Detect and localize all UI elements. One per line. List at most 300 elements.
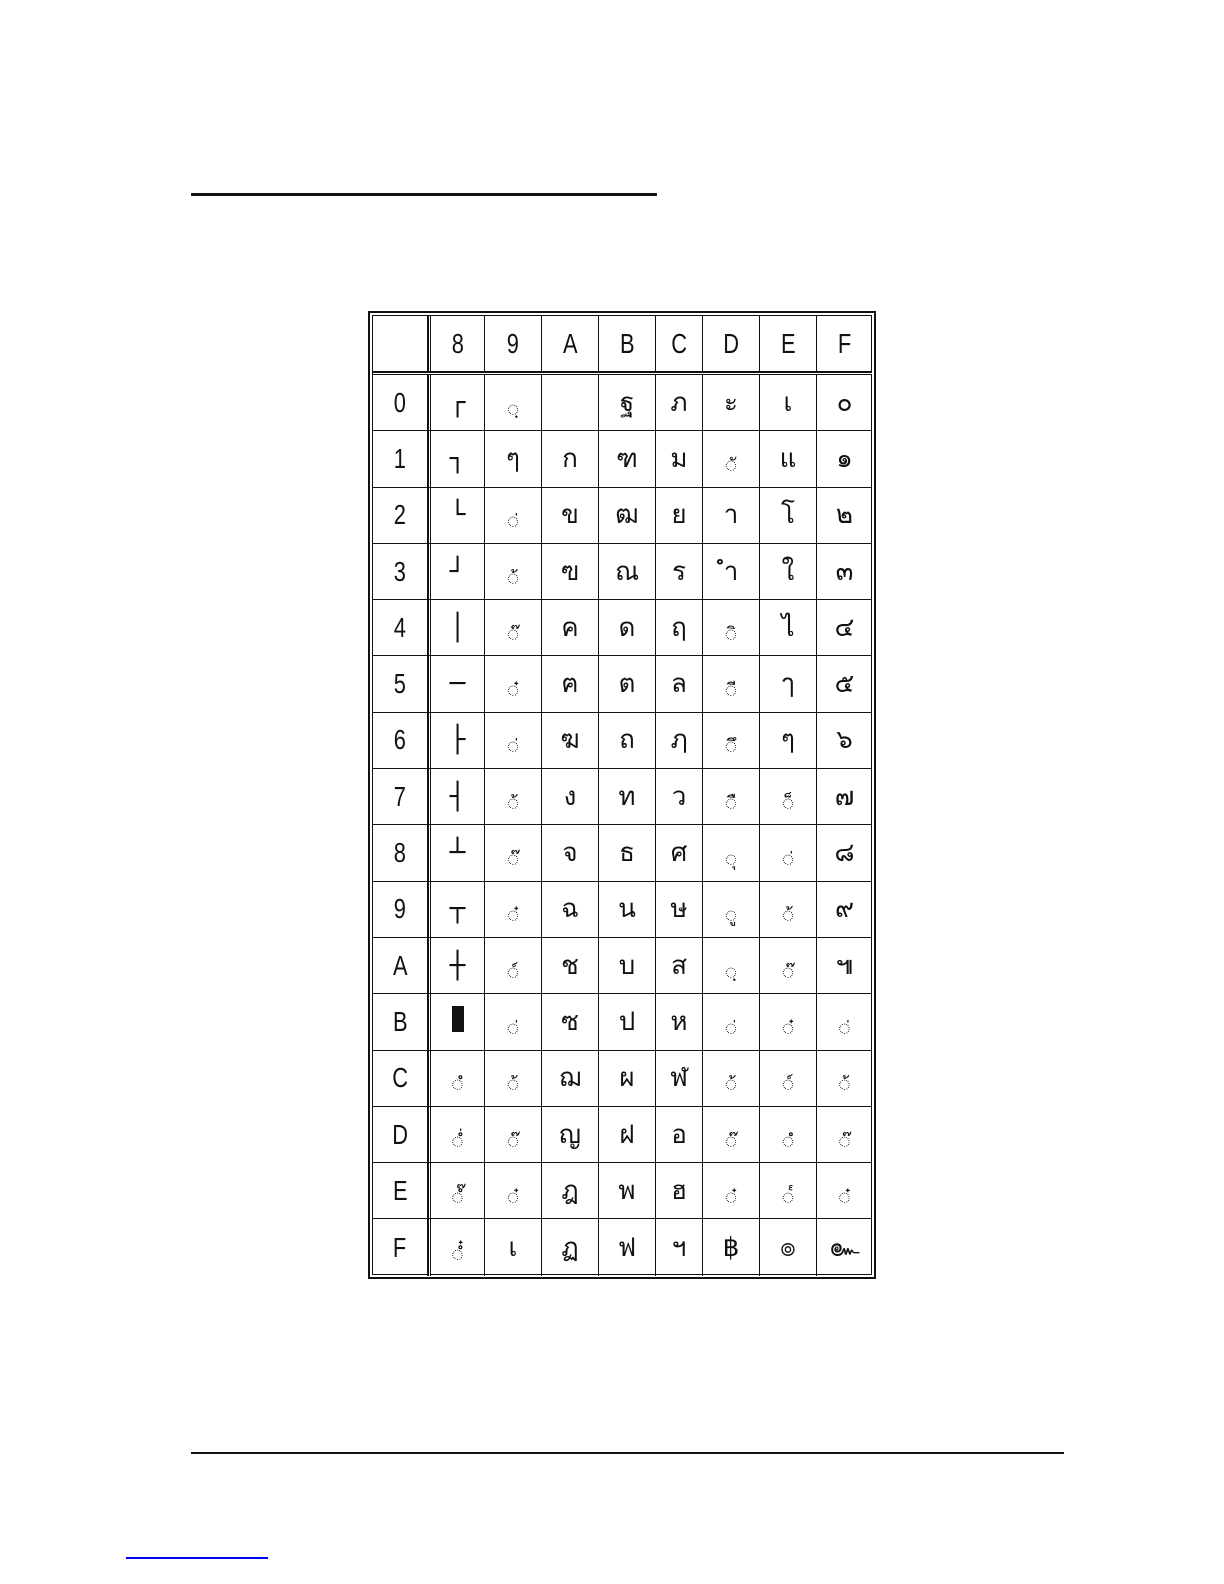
char-glyph: ฿ [722,1232,740,1263]
char-cell-cd [656,1107,703,1163]
char-cell-85 [431,656,485,712]
row-header-label: 2 [393,499,407,531]
char-cell-ed [760,1107,817,1163]
char-cell-fe [817,1163,872,1219]
char-cell-ca [656,938,703,994]
char-cell-97 [485,769,542,825]
char-cell-a4 [542,600,599,656]
char-glyph: ย [671,500,687,531]
char-glyph: า [723,500,739,531]
char-glyph: ศ [670,838,688,869]
char-glyph: ท [618,781,636,812]
char-glyph: ป [618,1006,636,1037]
char-cell-d6 [703,713,760,769]
char-glyph: ฑ [616,443,638,474]
column-header-label: E [780,327,796,359]
row-header-2 [373,488,428,544]
char-glyph: └ [449,500,466,531]
row-header-label: 4 [393,611,407,643]
char-cell-e2 [760,488,817,544]
char-glyph: ล [671,669,687,700]
char-glyph: ช [561,950,579,981]
char-cell-d5 [703,656,760,712]
column-header-c [656,316,703,372]
row-header-6 [373,713,428,769]
char-glyph: ๙ [834,894,855,925]
column-header-b [599,316,656,372]
char-glyph: ◌ู [725,905,737,927]
char-glyph: ร [672,556,686,587]
char-cell-e9 [760,882,817,938]
char-cell-89 [431,882,485,938]
char-cell-f7 [817,769,872,825]
char-cell-b0 [599,375,656,431]
char-cell-ff [817,1219,872,1275]
char-glyph [452,1006,464,1037]
char-glyph: ◌ํ [451,1074,464,1096]
char-cell-8f [431,1219,485,1275]
char-glyph: ◌็ [782,792,794,814]
char-glyph: ◌๊ [725,1130,737,1152]
char-glyph: ┤ [449,781,466,812]
row-header-label: A [392,949,408,981]
char-glyph: ๘ [834,838,855,869]
char-glyph: ◌๋ [782,1017,794,1039]
char-cell-d0 [703,375,760,431]
char-glyph: ฟ [617,1232,637,1263]
char-cell-b4 [599,600,656,656]
char-glyph: ฉ [561,894,579,925]
row-header-label: E [392,1174,408,1206]
char-glyph: ษ [670,894,688,925]
char-glyph: ◌ุ [725,849,737,871]
row-header-label: 0 [393,386,407,418]
char-cell-f0 [817,375,872,431]
char-cell-93 [485,544,542,600]
char-cell-b1 [599,431,656,487]
char-glyph: ๚ [835,950,854,981]
char-glyph: ◌๋ [725,1186,737,1208]
char-glyph: ฎ [561,1175,579,1206]
char-cell-ef [760,1219,817,1275]
char-glyph: ธ [619,838,635,869]
char-glyph: ส [671,950,687,981]
char-cell-cf [656,1219,703,1275]
char-cell-bb [599,994,656,1050]
char-cell-ce [656,1163,703,1219]
column-header-label: A [562,327,578,359]
char-glyph: ┐ [449,443,466,474]
char-glyph: ◌ฺ [507,398,519,420]
char-cell-e0 [760,375,817,431]
char-cell-b7 [599,769,656,825]
row-header-3 [373,544,428,600]
row-header-label: 8 [393,837,407,869]
char-cell-c0 [656,375,703,431]
char-cell-98 [485,825,542,881]
char-glyph: ๑ [836,443,853,474]
char-glyph: ะ [724,387,738,418]
row-header-1 [373,431,428,487]
char-cell-f2 [817,488,872,544]
char-cell-9f [485,1219,542,1275]
char-glyph: ─ [449,669,466,700]
char-glyph: ◌ิ [725,623,737,645]
char-glyph: เ [783,387,793,418]
char-cell-d8 [703,825,760,881]
char-glyph: ◌้ [507,567,519,589]
char-cell-f9 [817,882,872,938]
char-glyph: ◌้ [838,1074,851,1096]
char-glyph: ๆ [781,725,795,756]
char-cell-95 [485,656,542,712]
char-glyph: ฅ [561,669,579,700]
char-glyph: ┬ [449,894,466,925]
char-glyph: ซ [561,1006,579,1037]
char-cell-ea [760,938,817,994]
row-header-label: D [392,1118,408,1150]
char-cell-82 [431,488,485,544]
row-header-4 [373,600,428,656]
character-grid [372,315,872,1275]
char-glyph: ├ [449,725,466,756]
char-cell-bf [599,1219,656,1275]
char-glyph: ◌๊ [507,1130,519,1152]
char-glyph: ฃ [560,556,580,587]
char-cell-c1 [656,431,703,487]
column-header-label: 8 [451,327,464,359]
char-cell-a6 [542,713,599,769]
char-cell-e7 [760,769,817,825]
column-header-label: 9 [506,327,520,359]
char-glyph: ฮ [671,1175,687,1206]
char-cell-e5 [760,656,817,712]
char-glyph: ┼ [449,950,466,981]
char-glyph: ◌๎ [782,1186,794,1208]
char-glyph: ◌่ [507,1017,519,1039]
char-glyph: บ [618,950,636,981]
char-glyph: ◌๋ [507,680,519,702]
char-glyph: ๗ [834,781,855,812]
corner-cell [373,316,428,372]
column-header-label: B [619,327,635,359]
character-code-table [368,311,876,1279]
row-header-8 [373,825,428,881]
char-cell-c9 [656,882,703,938]
char-cell-b8 [599,825,656,881]
char-glyph: ฝ [619,1119,635,1150]
char-cell-80 [431,375,485,431]
char-cell-87 [431,769,485,825]
char-cell-cb [656,994,703,1050]
char-glyph: ถ [619,725,635,756]
column-header-d [703,316,760,372]
char-glyph: ◌ํ๊ [451,1186,464,1208]
char-cell-b3 [599,544,656,600]
char-cell-da [703,938,760,994]
char-cell-f8 [817,825,872,881]
char-cell-ae [542,1163,599,1219]
char-cell-de [703,1163,760,1219]
char-cell-c3 [656,544,703,600]
char-cell-b2 [599,488,656,544]
char-cell-ad [542,1107,599,1163]
char-glyph: ◌ื [725,792,737,814]
row-header-label: F [393,1231,407,1263]
char-cell-8b [431,994,485,1050]
char-cell-f1 [817,431,872,487]
char-cell-a5 [542,656,599,712]
char-glyph: ง [563,781,577,812]
char-cell-83 [431,544,485,600]
char-cell-d2 [703,488,760,544]
char-glyph: ว [671,781,687,812]
char-cell-a9 [542,882,599,938]
char-glyph: ◌๊ [782,961,794,983]
char-cell-ac [542,1051,599,1107]
char-cell-8a [431,938,485,994]
char-cell-8d [431,1107,485,1163]
char-glyph: ใ [781,556,795,587]
char-glyph: พ [618,1175,636,1206]
char-glyph: ๆ [506,443,520,474]
char-glyph: ณ [614,556,640,587]
column-header-label: C [671,327,687,359]
char-cell-eb [760,994,817,1050]
row-header-label: 1 [393,442,407,474]
char-glyph: ◌ฺ [725,961,737,983]
column-header-9 [485,316,542,372]
char-glyph: ◌ึ [725,736,737,758]
char-glyph: ผ [619,1063,635,1094]
char-glyph: ก [562,443,578,474]
char-cell-99 [485,882,542,938]
char-glyph: ฦ [670,725,688,756]
char-glyph: ฐ [619,387,635,418]
char-glyph: ข [561,500,579,531]
column-header-a [542,316,599,372]
char-glyph: ◌่ [507,736,519,758]
char-cell-f3 [817,544,872,600]
char-glyph: ำ [723,556,739,587]
row-header-b [373,994,428,1050]
column-header-f [817,316,872,372]
char-glyph: ๛ [829,1232,860,1263]
char-cell-d4 [703,600,760,656]
char-glyph: ฆ [560,725,580,756]
row-header-5 [373,656,428,712]
row-header-a [373,938,428,994]
char-cell-bd [599,1107,656,1163]
char-glyph: ห [670,1006,688,1037]
char-glyph: ม [670,443,688,474]
row-header-7 [373,769,428,825]
char-glyph: ๒ [835,500,854,531]
char-cell-90 [485,375,542,431]
char-glyph: ๕ [834,669,855,700]
char-glyph: ฤ [671,612,687,643]
char-glyph: ┘ [449,556,466,587]
char-cell-aa [542,938,599,994]
char-cell-a3 [542,544,599,600]
char-cell-8c [431,1051,485,1107]
char-cell-8e [431,1163,485,1219]
char-cell-db [703,994,760,1050]
char-cell-e8 [760,825,817,881]
char-cell-fc [817,1051,872,1107]
char-cell-e4 [760,600,817,656]
char-glyph: ฯ [671,1232,687,1263]
char-glyph: ด [618,612,636,643]
char-glyph: ┴ [449,838,466,869]
char-cell-9d [485,1107,542,1163]
char-glyph: ต [618,669,636,700]
char-glyph: ◌ํ๋ [451,1243,464,1265]
char-cell-96 [485,713,542,769]
char-glyph: ๐ [836,387,853,418]
char-cell-ba [599,938,656,994]
char-glyph: จ [562,838,578,869]
char-glyph: ๖ [836,725,853,756]
char-cell-c2 [656,488,703,544]
char-cell-fd [817,1107,872,1163]
bottom-rule [191,1452,1064,1454]
char-glyph: ◌้ [725,1074,737,1096]
char-cell-9b [485,994,542,1050]
char-cell-f6 [817,713,872,769]
char-glyph: เ [508,1232,518,1263]
char-cell-d9 [703,882,760,938]
row-header-label: 3 [393,555,407,587]
char-glyph: ◌์ [507,961,519,983]
char-glyph: ◌๋ [507,905,519,927]
char-glyph: ๏ [780,1232,796,1263]
column-header-e [760,316,817,372]
char-cell-dc [703,1051,760,1107]
char-cell-e3 [760,544,817,600]
char-glyph: ฌ [558,1063,582,1094]
char-glyph: ◌ํ [782,1130,794,1152]
char-cell-c4 [656,600,703,656]
char-glyph: ค [561,612,579,643]
char-cell-b5 [599,656,656,712]
char-cell-d1 [703,431,760,487]
row-header-label: B [392,1005,408,1037]
char-glyph: ฒ [615,500,639,531]
char-glyph: ๔ [834,612,855,643]
char-cell-9e [485,1163,542,1219]
char-glyph: ไ [781,612,795,643]
char-cell-df [703,1219,760,1275]
char-cell-94 [485,600,542,656]
char-cell-92 [485,488,542,544]
char-cell-c7 [656,769,703,825]
char-cell-fa [817,938,872,994]
char-cell-be [599,1163,656,1219]
char-cell-f5 [817,656,872,712]
char-cell-e1 [760,431,817,487]
char-glyph: ◌๊ [507,623,519,645]
char-cell-b6 [599,713,656,769]
char-cell-ee [760,1163,817,1219]
char-glyph: ◌ั [725,454,737,476]
char-cell-c8 [656,825,703,881]
top-rule [191,193,657,196]
char-cell-9c [485,1051,542,1107]
char-glyph: แ [779,443,797,474]
char-glyph: ◌๋ [838,1186,851,1208]
char-cell-a8 [542,825,599,881]
char-glyph: ◌์ [782,1074,794,1096]
char-cell-9a [485,938,542,994]
char-cell-c5 [656,656,703,712]
char-glyph: ◌ี [725,680,737,702]
char-cell-f4 [817,600,872,656]
char-glyph: ◌๊ [507,849,519,871]
char-cell-bc [599,1051,656,1107]
link-underline[interactable] [126,1557,268,1559]
char-glyph: ◌๊ [838,1130,851,1152]
char-glyph: ◌๋ [507,1186,519,1208]
char-cell-d7 [703,769,760,825]
char-cell-81 [431,431,485,487]
char-glyph: ◌ํ่ [451,1130,464,1152]
char-cell-af [542,1219,599,1275]
char-cell-84 [431,600,485,656]
char-cell-a7 [542,769,599,825]
char-glyph: อ [671,1119,687,1150]
column-header-label: F [837,327,852,359]
char-glyph: ◌่ [507,511,519,533]
char-cell-a2 [542,488,599,544]
row-header-label: 7 [393,780,407,812]
char-glyph: ◌้ [782,905,794,927]
char-glyph: ๅ [781,669,795,700]
row-header-d [373,1107,428,1163]
char-glyph: น [618,894,636,925]
char-glyph: ◌้ [507,1074,519,1096]
char-cell-b9 [599,882,656,938]
char-glyph: ญ [558,1119,582,1150]
char-glyph: ภ [670,387,688,418]
row-header-label: 5 [393,668,407,700]
row-header-c [373,1051,428,1107]
char-glyph: │ [449,612,466,643]
row-header-label: 9 [393,893,407,925]
char-cell-c6 [656,713,703,769]
char-cell-a1 [542,431,599,487]
row-header-e [373,1163,428,1219]
row-header-f [373,1219,428,1275]
char-cell-cc [656,1051,703,1107]
char-cell-ec [760,1051,817,1107]
char-glyph: ◌่ [782,849,794,871]
char-glyph: ┌ [449,387,466,418]
block-glyph-icon [452,1006,464,1032]
column-header-8 [431,316,485,372]
char-cell-ab [542,994,599,1050]
char-cell-88 [431,825,485,881]
char-glyph: ◌้ [507,792,519,814]
char-glyph: ฬ [670,1063,688,1094]
char-cell-e6 [760,713,817,769]
char-glyph: ฏ [561,1232,579,1263]
row-header-label: C [392,1062,408,1094]
char-glyph: ๓ [835,556,854,587]
char-glyph: โ [781,500,795,531]
char-glyph: ◌่ [838,1017,851,1039]
char-cell-d3 [703,544,760,600]
